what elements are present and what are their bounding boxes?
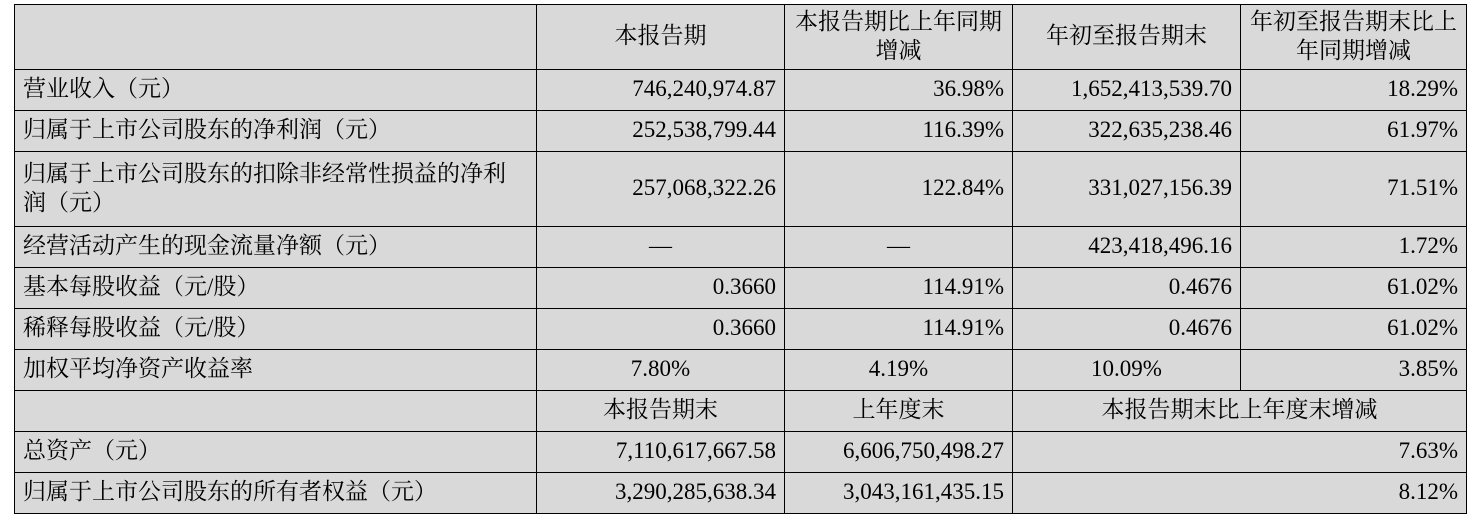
row-value: 0.4676 xyxy=(1013,308,1241,349)
row-label: 归属于上市公司股东的扣除非经常性损益的净利润（元） xyxy=(15,151,537,226)
table-header-row xyxy=(15,5,1467,70)
row-value: 18.29% xyxy=(1241,69,1467,110)
row-value: 423,418,496.16 xyxy=(1013,226,1241,267)
table-row xyxy=(15,267,1467,308)
row-value: — xyxy=(785,226,1013,267)
header-cell-ytd-yoy: 年初至报告期末比上年同期增减 xyxy=(1241,5,1467,70)
row-value: 7.63% xyxy=(1013,431,1467,472)
row-value: 8.12% xyxy=(1013,472,1467,513)
row-label: 总资产（元） xyxy=(15,431,537,472)
row-value: 7,110,617,667.58 xyxy=(537,431,785,472)
subheader-cell-change: 本报告期末比上年度末增减 xyxy=(1013,390,1467,431)
table-row xyxy=(15,226,1467,267)
row-label: 稀释每股收益（元/股） xyxy=(15,308,537,349)
row-value: 116.39% xyxy=(785,110,1013,151)
row-value: 7.80% xyxy=(537,349,785,390)
header-cell-current-period: 本报告期 xyxy=(537,5,785,70)
table-subheader-row xyxy=(15,390,1467,431)
header-cell-current-period-yoy: 本报告期比上年同期增减 xyxy=(785,5,1013,70)
subheader-corner-cell xyxy=(15,390,537,431)
row-label: 加权平均净资产收益率 xyxy=(15,349,537,390)
financial-summary-table xyxy=(14,4,1467,514)
row-label: 营业收入（元） xyxy=(15,69,537,110)
row-label: 基本每股收益（元/股） xyxy=(15,267,537,308)
row-value: 0.3660 xyxy=(537,267,785,308)
row-value: 61.02% xyxy=(1241,267,1467,308)
row-value: 3,043,161,435.15 xyxy=(785,472,1013,513)
row-value: 61.02% xyxy=(1241,308,1467,349)
row-value: 122.84% xyxy=(785,151,1013,226)
header-corner-cell xyxy=(15,5,537,70)
row-label: 归属于上市公司股东的所有者权益（元） xyxy=(15,472,537,513)
row-label: 经营活动产生的现金流量净额（元） xyxy=(15,226,537,267)
row-value: 322,635,238.46 xyxy=(1013,110,1241,151)
row-value: 71.51% xyxy=(1241,151,1467,226)
row-value: 3,290,285,638.34 xyxy=(537,472,785,513)
row-label: 归属于上市公司股东的净利润（元） xyxy=(15,110,537,151)
row-value: 114.91% xyxy=(785,308,1013,349)
header-cell-ytd: 年初至报告期末 xyxy=(1013,5,1241,70)
row-value: 0.4676 xyxy=(1013,267,1241,308)
row-value: 114.91% xyxy=(785,267,1013,308)
table-row xyxy=(15,349,1467,390)
row-value: 61.97% xyxy=(1241,110,1467,151)
row-value: 6,606,750,498.27 xyxy=(785,431,1013,472)
row-value: 1.72% xyxy=(1241,226,1467,267)
row-value: 252,538,799.44 xyxy=(537,110,785,151)
row-value: 257,068,322.26 xyxy=(537,151,785,226)
row-value: 3.85% xyxy=(1241,349,1467,390)
table-row xyxy=(15,431,1467,472)
subheader-cell-period-end: 本报告期末 xyxy=(537,390,785,431)
table-row xyxy=(15,308,1467,349)
row-value: 0.3660 xyxy=(537,308,785,349)
row-value: — xyxy=(537,226,785,267)
row-value: 4.19% xyxy=(785,349,1013,390)
row-value: 1,652,413,539.70 xyxy=(1013,69,1241,110)
table-row xyxy=(15,110,1467,151)
subheader-cell-prior-year-end: 上年度末 xyxy=(785,390,1013,431)
table-row xyxy=(15,151,1467,226)
row-value: 10.09% xyxy=(1013,349,1241,390)
row-value: 746,240,974.87 xyxy=(537,69,785,110)
row-value: 36.98% xyxy=(785,69,1013,110)
row-value: 331,027,156.39 xyxy=(1013,151,1241,226)
table-row xyxy=(15,69,1467,110)
